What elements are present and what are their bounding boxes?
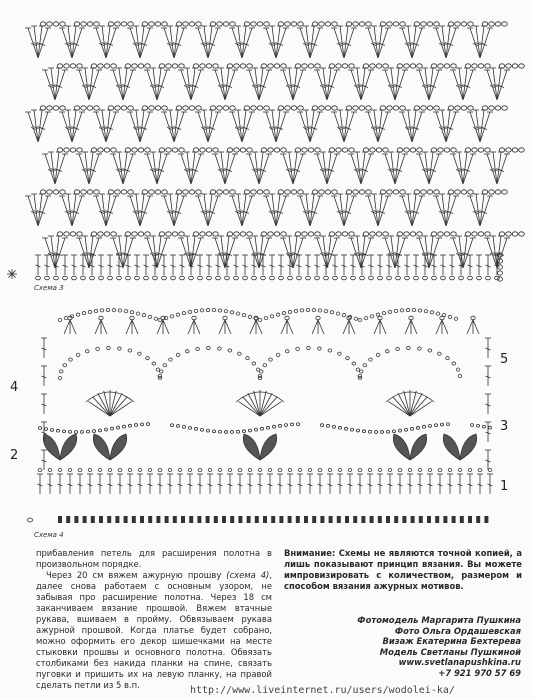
- credits-block: [357, 615, 521, 678]
- instructions-paragraph-1: прибавления петель для расширения полотна в произвольном порядке.: [36, 548, 272, 569]
- row-number-3: 3: [500, 419, 509, 434]
- note-body: Схемы не являются точной копией, а лишь показывают принцип вязания. Вы можете импровизировать с количеством, размером и способом вязания ажурных мотивов.: [284, 548, 522, 591]
- row-number-4: 4: [10, 380, 19, 395]
- row-number-5: 5: [500, 352, 509, 367]
- credit-phone: +7 921 970 57 69: [438, 667, 521, 678]
- note-title: Внимание:: [284, 548, 336, 558]
- instructions-paragraph-2: Через 20 см вяжем ажурную прошву (схема 4), далее снова работаем с основным узором, не забывая про расширение полотна. Через 18 см заканчиваем вязание прошвой. Вяжем втачные рукава, вшиваем в пройму. Обвязываем рукава ажурной прошвой. Когда платье будет собрано, можно оформить его декор шишечками на месте стыковки прошвы и основного полотна. Обвязать столбиками без накида планки на спине, связать пуговки и пришить их на левую планку, на правой сделать петли из 5 в.п.: [36, 570, 272, 690]
- instructions-column: [36, 548, 272, 691]
- credit-photo: Фото Ольга Ордашевская: [394, 625, 521, 636]
- row-number-1: 1: [500, 479, 509, 494]
- row-number-2: 2: [10, 448, 19, 463]
- attention-note: [284, 548, 522, 592]
- scheme-3-caption: Схема 3: [34, 284, 64, 292]
- credit-model: Модель Светланы Пушкиной: [379, 646, 521, 657]
- scheme-reference: (схема 4): [226, 570, 270, 580]
- credit-photo-model: Фотомодель Маргарита Пушкина: [357, 615, 521, 625]
- credit-site[interactable]: www.svetlanapushkina.ru: [398, 657, 521, 667]
- crochet-chart-scheme-3: [0, 0, 533, 300]
- crochet-chart-scheme-4: [0, 298, 533, 543]
- watermark-url[interactable]: http://www.liveinternet.ru/users/wodolei-ka/: [190, 685, 455, 696]
- credit-makeup: Визаж Екатерина Бехтерева: [382, 636, 521, 646]
- scheme-4-caption: Схема 4: [34, 531, 64, 539]
